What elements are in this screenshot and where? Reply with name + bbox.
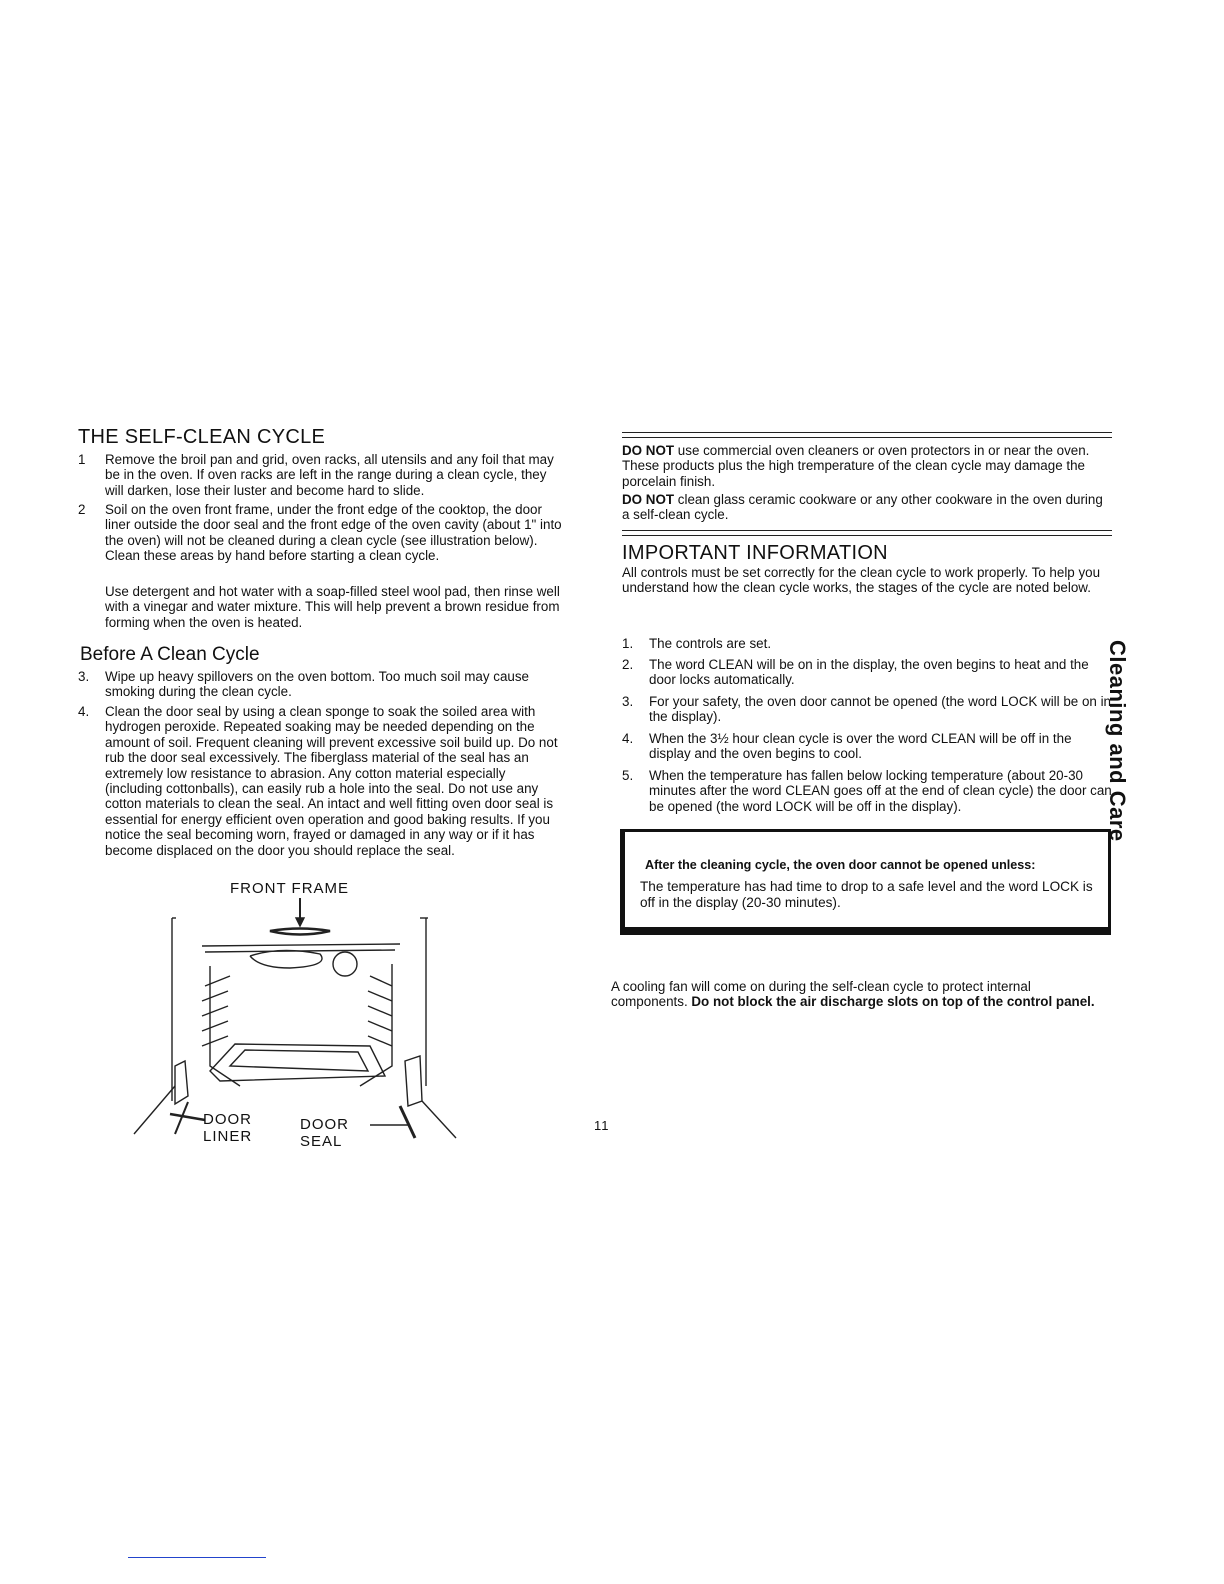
section-title: THE SELF-CLEAN CYCLE	[78, 426, 326, 448]
stage-text: When the temperature has fallen below locking temperature (about 20-30 minutes after the word CLEAN goes off at the end of clean cycle) the door can be opened (the word LOCK will be off in the display).	[649, 768, 1112, 814]
stage-number: 2.	[622, 657, 634, 672]
stage-number: 1.	[622, 636, 634, 651]
stage-text: The word CLEAN will be on in the display, the oven begins to heat and the door locks automatically.	[649, 657, 1089, 688]
item-number: 1	[78, 452, 86, 467]
warning-text: clean glass ceramic cookware or any other cookware in the oven during a self-clean cycle.	[622, 492, 1103, 523]
front-frame-label: FRONT FRAME	[230, 880, 350, 897]
list-item	[78, 704, 566, 874]
list-item	[78, 452, 566, 500]
warning-bold: DO NOT	[622, 492, 675, 507]
item-text: Remove the broil pan and grid, oven racks, all utensils and any foil that may be in the oven. If oven racks are left in the range during a clean cycle, they will darken, lose their luster and become hard to slide.	[105, 452, 554, 498]
stage-item	[622, 636, 1112, 654]
cooling-fan-text: A cooling fan will come on during the self-clean cycle to protect internal components.	[611, 979, 1031, 1010]
warning-bold: DO NOT	[622, 443, 675, 458]
subsection-title: Before A Clean Cycle	[80, 644, 260, 665]
item-text: Clean the door seal by using a clean sponge to soak the soiled area with hydrogen peroxide. Repeated soaking may be needed depending on the amount of soil. Frequent cleaning will prevent excessive soil build up. Do not rub the door seal excessively. The fiberglass material of the seal has an extremely low resistance to abrasion. Any cotton material especially (including cottonballs), can easily rub a hole into the seal. Do not use any cotton materials to clean the seal. An intact and well fitting oven door seal is essential for energy efficient oven operation and good baking results. If you notice the seal becoming worn, frayed or damaged in any way or if it has become displaced on the door you should replace the seal.	[105, 704, 558, 858]
top-rule	[622, 432, 1112, 433]
stage-item	[622, 731, 1112, 763]
door-liner-label-line2: LINER	[203, 1128, 253, 1145]
cooling-fan-warning: Do not block the air discharge slots on top of the control panel.	[691, 994, 1095, 1010]
page-number: 11	[594, 1118, 610, 1133]
stage-number: 5.	[622, 768, 634, 783]
caution-box-text: The temperature has had time to drop to a safe level and the word LOCK is off in the display (20-30 minutes).	[640, 879, 1093, 910]
door-seal-label-line2: SEAL	[300, 1133, 343, 1150]
item-text: Soil on the oven front frame, under the front edge of the cooktop, the door liner outside the door seal and the front edge of the oven cavity (about 1" into the oven) will not be cleaned during a clean cycle (see illustration below). Clean these areas by hand before starting a clean cycle.	[105, 502, 562, 564]
door-liner-label	[203, 1111, 252, 1145]
stage-text: When the 3½ hour clean cycle is over the word CLEAN will be off in the display and the oven begins to cool.	[649, 731, 1072, 762]
info-intro: All controls must be set correctly for the clean cycle to work properly. To help you understand how the clean cycle works, the stages of the cycle are noted below.	[622, 565, 1101, 596]
side-section-tab: Cleaning and Care	[1105, 640, 1130, 842]
stage-item	[622, 694, 1112, 726]
item-number: 2	[78, 502, 86, 517]
caution-box-title: After the cleaning cycle, the oven door cannot be opened unless:	[645, 858, 1036, 872]
footer-line	[128, 1557, 266, 1558]
oven-illustration	[130, 876, 460, 1156]
stage-item	[622, 768, 1112, 816]
warning-cookware	[622, 492, 1112, 523]
stage-text: The controls are set.	[649, 636, 772, 651]
item-extra-text: Use detergent and hot water with a soap-filled steel wool pad, then rinse well with a vinegar and water mixture. This will help prevent a brown residue from forming when the oven is heated.	[105, 584, 560, 630]
item-number: 3.	[78, 669, 90, 684]
top-rule-thin	[622, 437, 1112, 438]
list-item	[78, 502, 566, 582]
oven-drawing	[130, 876, 460, 1156]
list-item	[78, 669, 566, 701]
warning-text: use commercial oven cleaners or oven protectors in or near the oven. These products plus the high tremperature of the clean cycle may damage the porcelain finish.	[622, 443, 1090, 489]
stage-number: 3.	[622, 694, 634, 709]
stage-number: 4.	[622, 731, 634, 746]
item-number: 4.	[78, 704, 90, 719]
stage-item	[622, 657, 1112, 689]
door-seal-label-line1: DOOR	[300, 1116, 349, 1133]
mid-rule-thin	[622, 535, 1112, 536]
caution-box	[620, 829, 1111, 935]
cooling-fan-note	[611, 979, 1106, 1010]
warning-cleaners	[622, 443, 1112, 489]
door-liner-label-line1: DOOR	[203, 1111, 252, 1128]
door-seal-label	[300, 1116, 349, 1150]
stage-text: For your safety, the oven door cannot be opened (the word LOCK will be on in the display).	[649, 694, 1111, 725]
info-title: IMPORTANT INFORMATION	[622, 542, 888, 564]
item-text: Wipe up heavy spillovers on the oven bottom. Too much soil may cause smoking during the clean cycle.	[105, 669, 530, 700]
mid-rule	[622, 530, 1112, 531]
